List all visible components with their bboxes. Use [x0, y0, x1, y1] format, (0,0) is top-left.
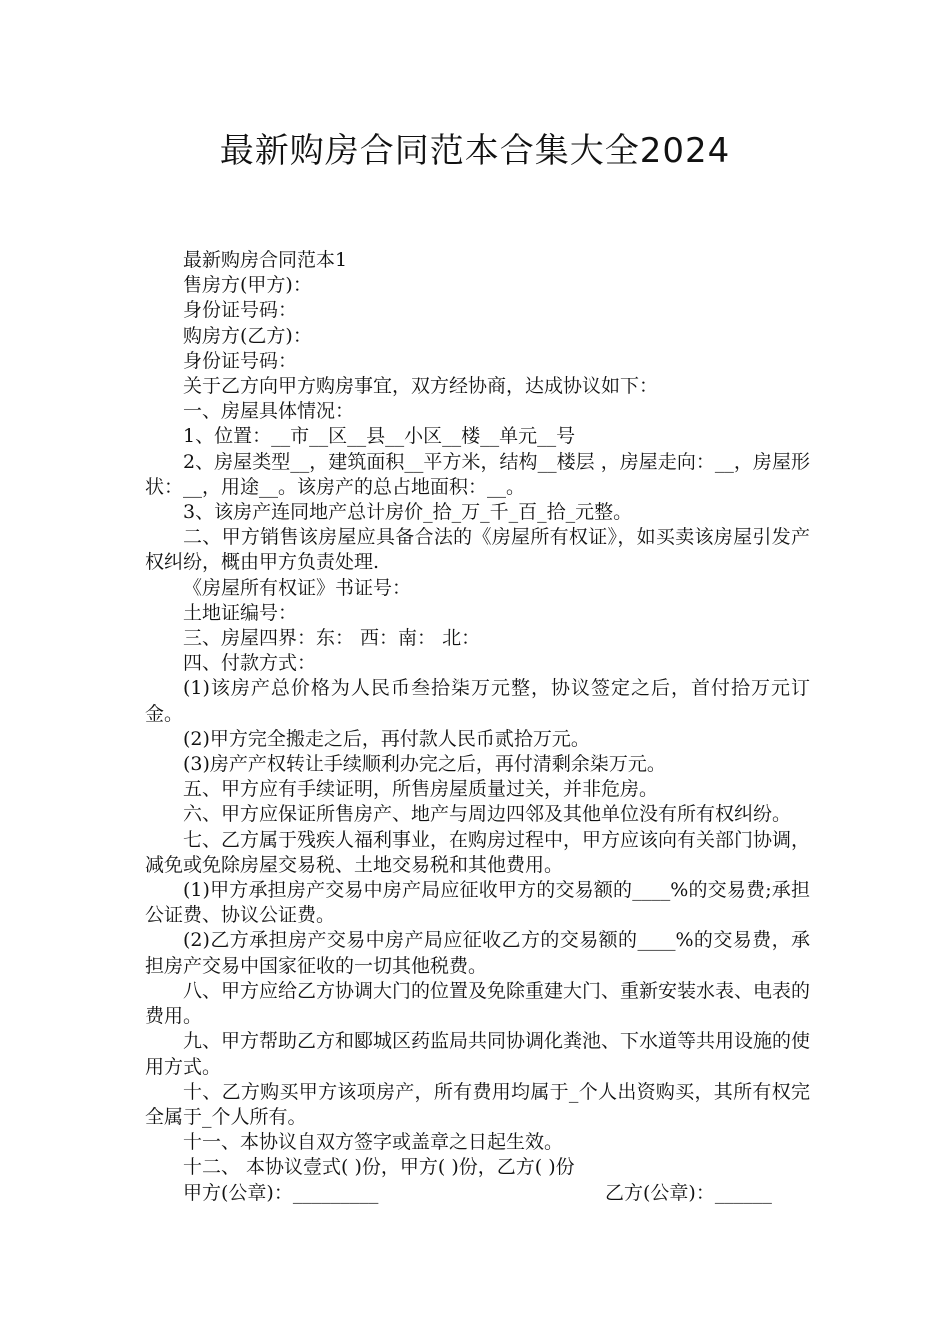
agreement-intro: 关于乙方向甲方购房事宜，双方经协商，达成协议如下： [183, 375, 659, 398]
clause-item: 2、房屋类型__，建筑面积__平方米，结构__楼层 ，房屋走向：__，房屋形状：__，用途__。该房产的总占地面积：__。 [145, 450, 810, 498]
seller-id-field: 身份证号码： [183, 299, 298, 322]
signature-line [145, 1181, 810, 1206]
clause-item: (2)乙方承担房产交易中房产局应征收乙方的交易额的____%的交易费，承担房产交易中国家征收的一切其他税费。 [145, 929, 810, 977]
section-heading: 最新购房合同范本1 [183, 249, 348, 271]
clause-item: 1、位置：__市__区__县__小区__楼__单元__号 [183, 425, 576, 448]
clause-item: 3、该房产连同地产总计房价_拾_万_千_百_拾_元整。 [183, 501, 633, 524]
clause-item: (3)房产产权转让手续顺利办完之后，再付清剩余柒万元。 [183, 753, 666, 776]
buyer-id-field: 身份证号码： [183, 349, 298, 372]
clause-heading: 十二、 本协议壹式( )份，甲方( )份，乙方( )份 [183, 1156, 575, 1179]
clause-heading: 四、付款方式： [183, 652, 317, 675]
document-title: 最新购房合同范本合集大全2024 [219, 131, 731, 171]
buyer-field: 购房方(乙方)： [183, 324, 312, 347]
clause-heading: 五、甲方应有手续证明，所售房屋质量过关，并非危房。 [183, 778, 659, 801]
clause-heading: 九、甲方帮助乙方和郾城区药监局共同协调化粪池、下水道等共用设施的使用方式。 [145, 1030, 811, 1078]
clause-item: (2)甲方完全搬走之后，再付款人民币贰拾万元。 [183, 727, 590, 750]
certificate-number-field: 《房屋所有权证》书证号： [183, 576, 412, 599]
clause-heading: 十、乙方购买甲方该项房产，所有费用均属于_个人出资购买，其所有权完全属于_个人所有。 [145, 1080, 810, 1128]
clause-heading: 十一、本协议自双方签字或盖章之日起生效。 [183, 1131, 564, 1154]
clause-item: (1)该房产总价格为人民币叁拾柒万元整，协议签定之后，首付拾万元订金。 [145, 677, 810, 725]
clause-heading: 六、甲方应保证所售房产、地产与周边四邻及其他单位没有所有权纠纷。 [183, 803, 792, 826]
party-a-signature: 甲方(公章)：_________ [183, 1181, 379, 1204]
clause-item: (1)甲方承担房产交易中房产局应征收甲方的交易额的____%的交易费;承担公证费、协议公证费。 [145, 879, 810, 927]
clause-heading: 七、乙方属于残疾人福利事业，在购房过程中，甲方应该向有关部门协调，减免或免除房屋交易税、土地交易税和其他费用。 [145, 828, 811, 876]
clause-heading: 二、甲方销售该房屋应具备合法的《房屋所有权证》，如买卖该房屋引发产权纠纷，概由甲方负责处理. [145, 526, 810, 574]
document-body [145, 248, 810, 1206]
clause-heading: 一、房屋具体情况： [183, 400, 355, 423]
party-b-signature: 乙方(公章)：______ [605, 1181, 772, 1204]
seller-field: 售房方(甲方)： [183, 274, 312, 297]
land-certificate-field: 土地证编号： [183, 601, 298, 624]
clause-heading: 八、甲方应给乙方协调大门的位置及免除重建大门、重新安装水表、电表的费用。 [145, 979, 811, 1028]
clause-heading: 三、房屋四界：东： 西：南： 北： [183, 627, 481, 650]
